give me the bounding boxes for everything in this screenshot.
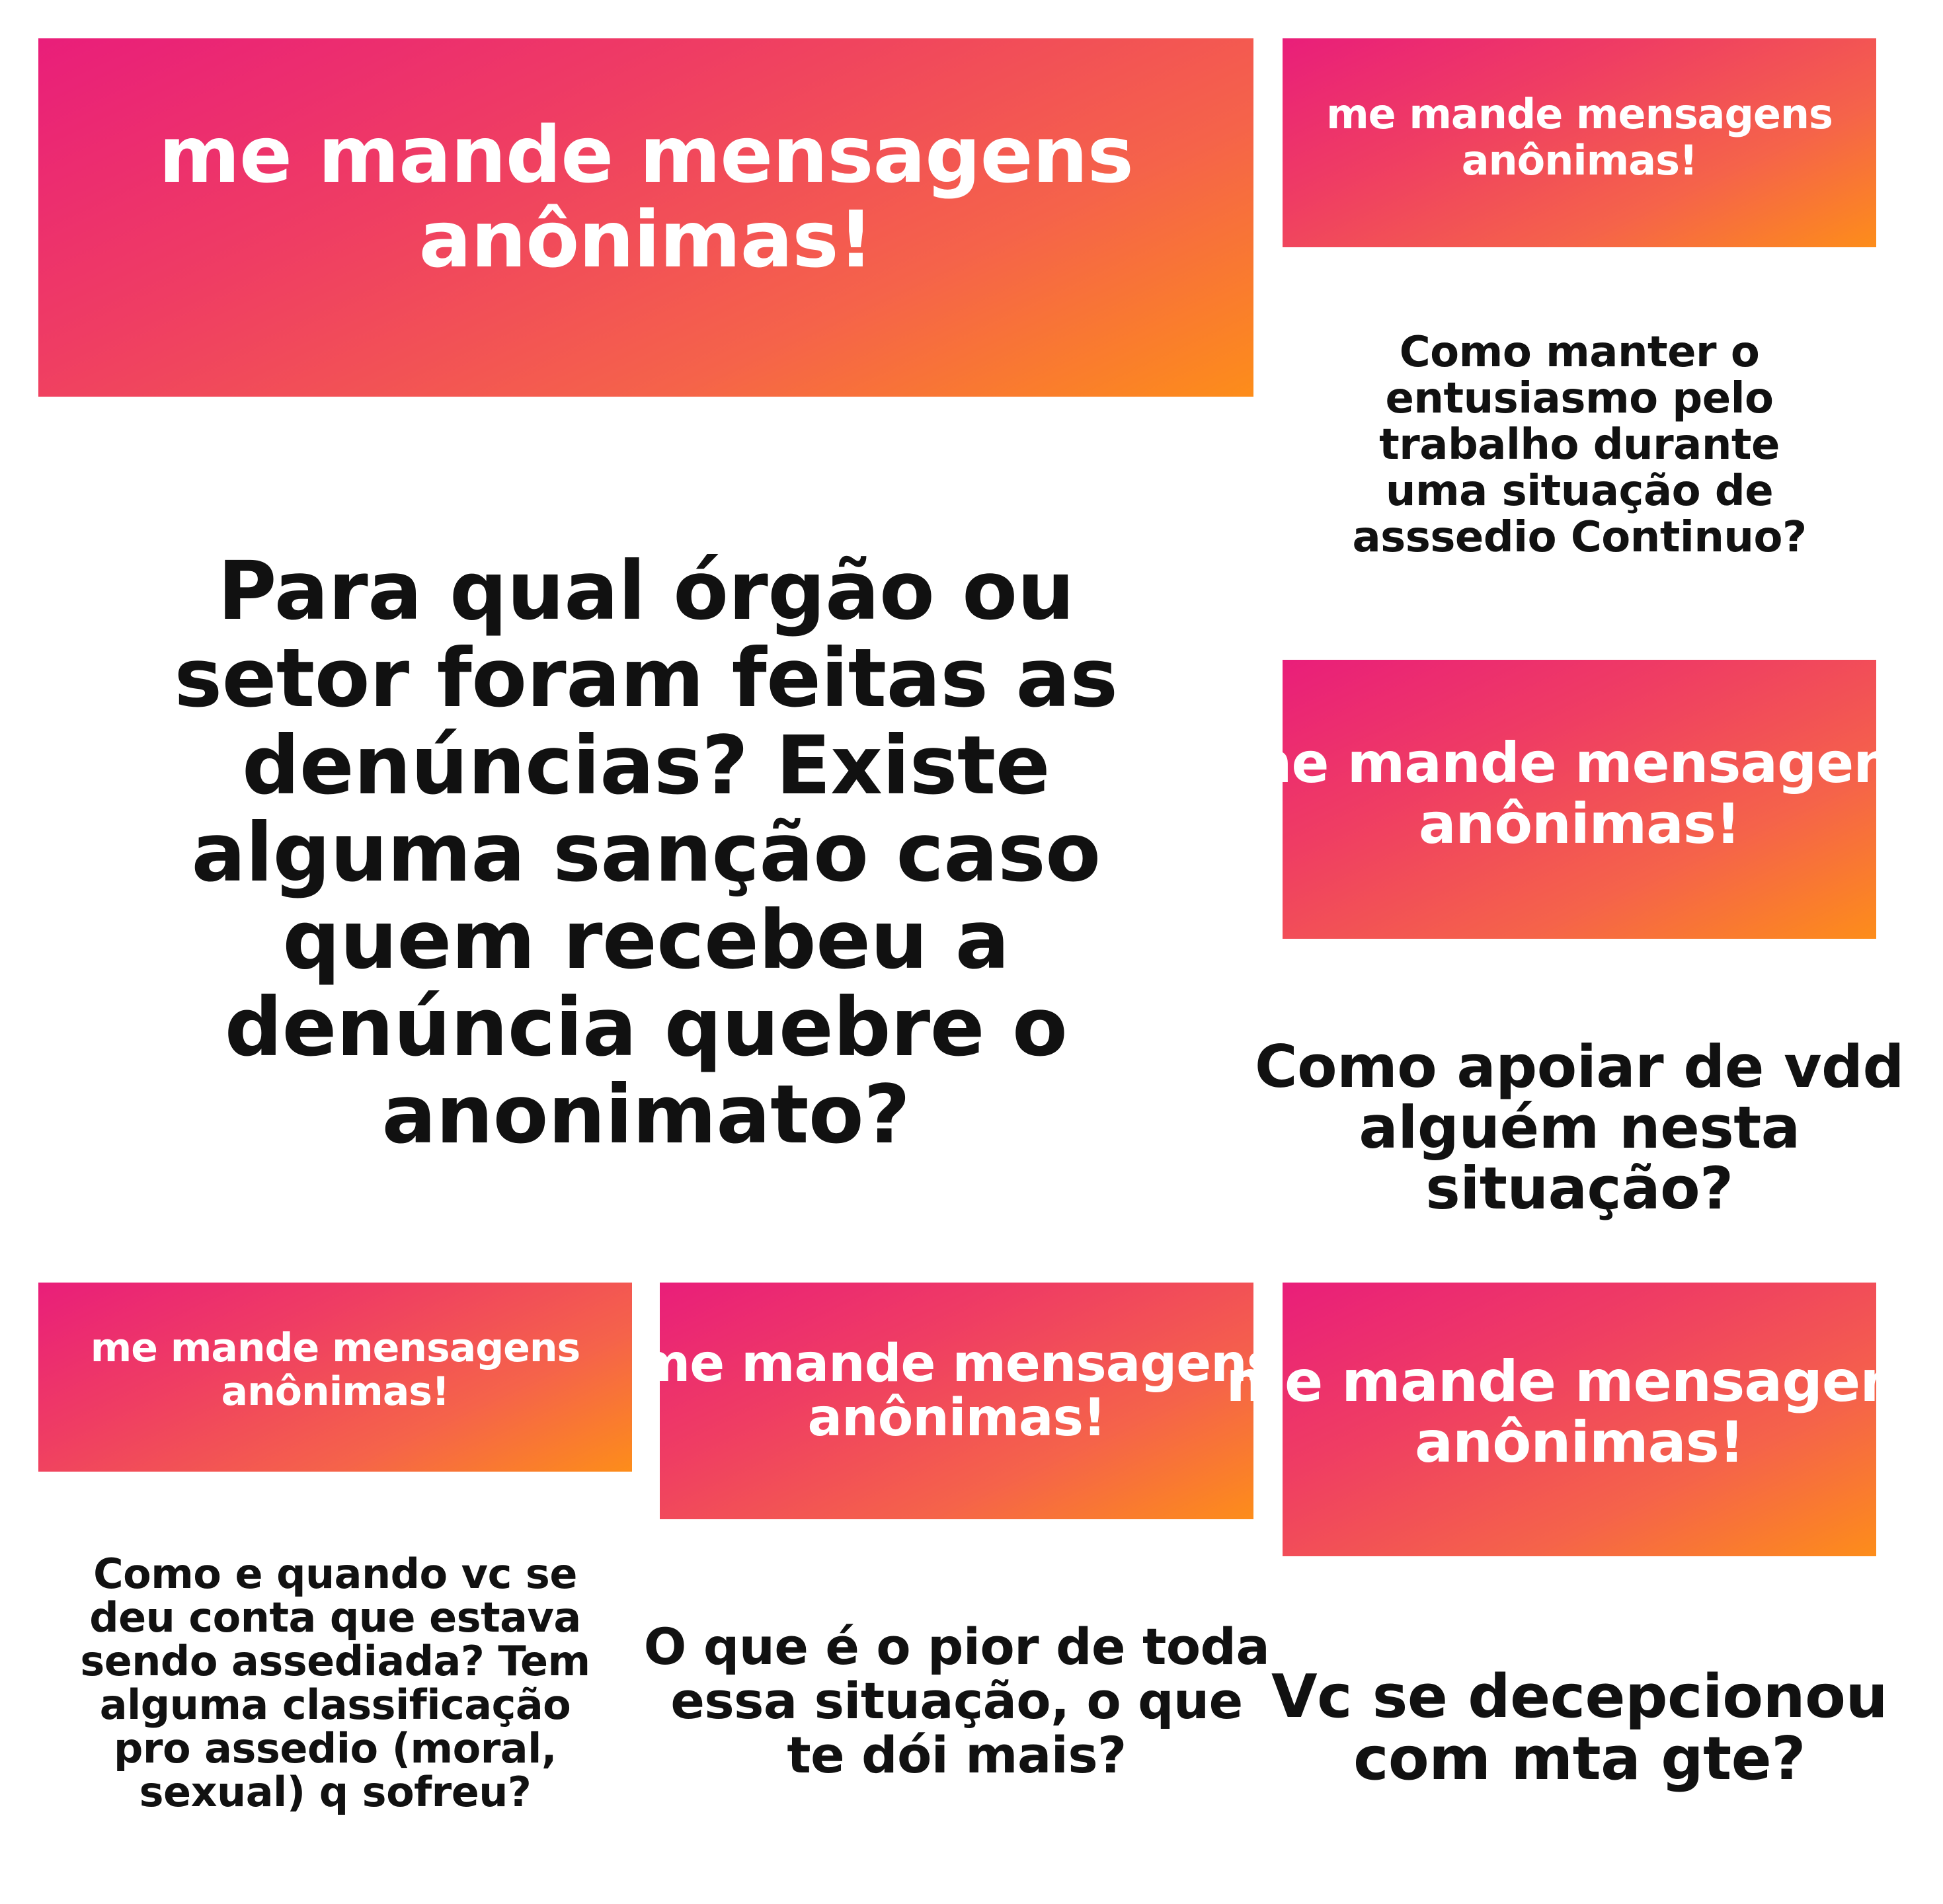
question-card-4 xyxy=(38,1283,632,1866)
question-card-5-banner xyxy=(636,1283,1277,1519)
question-card-4-banner xyxy=(38,1283,632,1472)
question-card-1 xyxy=(38,38,1253,1216)
question-card-2-banner xyxy=(1283,38,1876,247)
question-card-3-banner xyxy=(1234,660,1924,939)
question-card-1-banner xyxy=(38,38,1253,397)
question-card-6-banner xyxy=(1226,1283,1933,1556)
banner-title: me mande mensagens anônimas! xyxy=(90,1325,580,1415)
banner-title: me mande mensagens anônimas! xyxy=(159,109,1133,285)
banner-title: me mande mensagens anônimas! xyxy=(1326,90,1833,184)
question-text: Como manter o entusiasmo pelo trabalho durante uma situação de asssedio Continuo? xyxy=(1352,328,1807,562)
question-text: Vc se decepcionou com mta gte? xyxy=(1271,1662,1888,1794)
question-text: Para qual órgão ou setor foram feitas as denúncias? Existe alguma sanção caso quem recebeu a denúncia quebre o anonimato? xyxy=(174,544,1118,1162)
question-text: O que é o pior de toda essa situação, o que te dói mais? xyxy=(643,1617,1270,1784)
banner-title: me mande mensagens anônimas! xyxy=(1234,731,1924,856)
question-text: Como e quando vc se deu conta que estava sendo assediada? Tem alguma classificação pro assedio (moral, sexual) q sofreu? xyxy=(80,1550,590,1816)
question-text: Como apoiar de vdd alguém nesta situação? xyxy=(1255,1033,1904,1222)
question-card-3 xyxy=(1234,660,1924,1222)
banner-title: me mande mensagens anônimas! xyxy=(1226,1349,1933,1476)
banner-title: me mande mensagens anônimas! xyxy=(636,1334,1277,1448)
question-card-2 xyxy=(1283,38,1876,608)
question-card-5 xyxy=(636,1283,1277,1866)
question-card-6 xyxy=(1226,1283,1933,1866)
